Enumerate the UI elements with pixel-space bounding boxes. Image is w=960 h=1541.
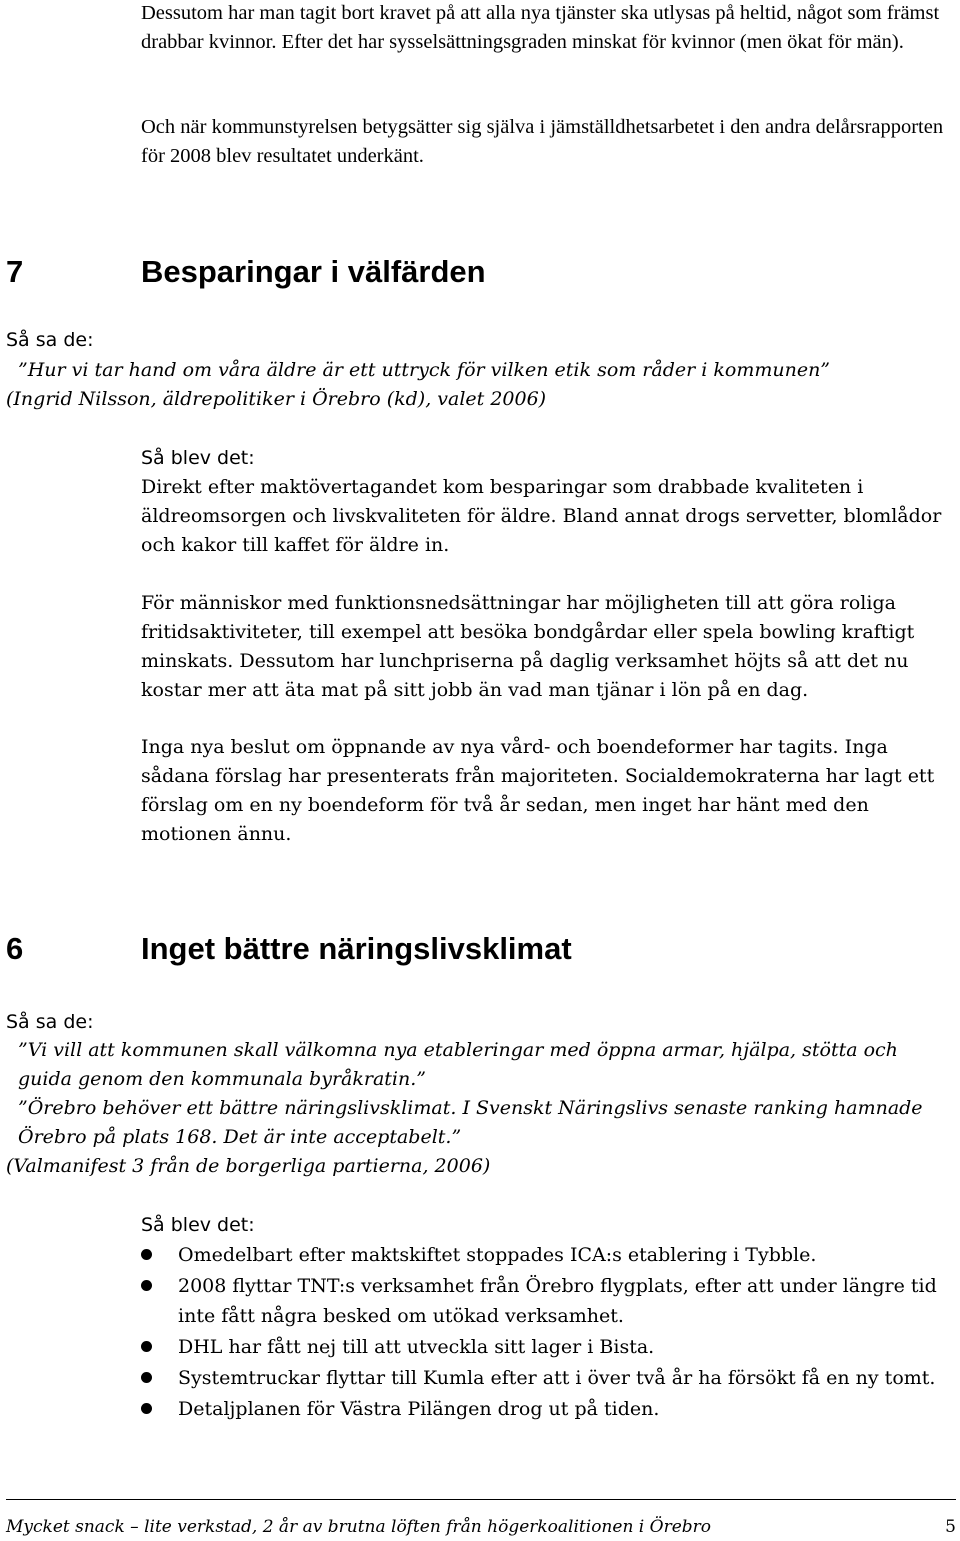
list-item	[141, 1363, 956, 1393]
section-6-quote-source: (Valmanifest 3 från de borgerliga partierna, 2006)	[6, 1155, 491, 1177]
section-6-heading	[6, 930, 956, 968]
bullet-icon	[141, 1341, 152, 1352]
section-6-number: 6	[6, 931, 24, 966]
section-7-quote-source: (Ingrid Nilsson, äldrepolitiker i Örebro (kd), valet 2006)	[6, 388, 547, 410]
section-6-result-label: Så blev det:	[141, 1214, 255, 1236]
footer-text: Mycket snack – lite verkstad, 2 år av brutna löften från högerkoalitionen i Örebro	[6, 1517, 712, 1537]
list-item	[141, 1240, 956, 1270]
list-item	[141, 1394, 956, 1424]
section-7-result-label: Så blev det:	[141, 447, 255, 469]
footer-divider	[6, 1499, 956, 1500]
section-7-title: Besparingar i välfärden	[141, 254, 486, 289]
bullet-icon	[141, 1372, 152, 1383]
section-7-number: 7	[6, 254, 24, 289]
section-7-paragraph-3: Inga nya beslut om öppnande av nya vård- och boendeformer har tagits. Inga sådana förslag har presenterats från majoriteten. Socialdemokraterna har lagt ett förslag om en ny boendeform för två år sedan, men inget har hänt med den motionen ännu.	[141, 736, 935, 845]
section-7-paragraph-1: Direkt efter maktövertagandet kom besparingar som drabbade kvaliteten i äldreomsorgen och livskvaliteten för äldre. Bland annat drogs servetter, blomlådor och kakor till kaffet för äldre in.	[141, 476, 942, 556]
section-7-quote-block	[6, 356, 956, 414]
section-6-title: Inget bättre näringslivsklimat	[141, 931, 572, 966]
list-item-text: Detaljplanen för Västra Pilängen drog ut på tiden.	[178, 1398, 660, 1420]
list-item	[141, 1271, 956, 1331]
section-7-paragraph-2: För människor med funktionsnedsättningar har möjligheten till att göra roliga fritidsaktiviteter, till exempel att besöka bondgårdar eller spela bowling kraftigt minskats. Dessutom har lunchpriserna på daglig verksamhet höjts så att det nu kostar mer att äta mat på sitt jobb än vad man tjänar i lön på en dag.	[141, 592, 915, 701]
section-7-heading	[6, 253, 956, 291]
section-6-quote-1: ”Vi vill att kommunen skall välkomna nya etableringar med öppna armar, hjälpa, stötta och guida genom den kommunala byråkratin.”	[18, 1039, 898, 1090]
section-6-bullet-list	[141, 1240, 956, 1425]
list-item-text: Systemtruckar flyttar till Kumla efter att i över två år ha försökt få en ny tomt.	[178, 1367, 936, 1389]
section-7-said-label: Så sa de:	[6, 329, 94, 351]
bullet-icon	[141, 1249, 152, 1260]
list-item-text: Omedelbart efter maktskiftet stoppades ICA:s etablering i Tybble.	[178, 1244, 817, 1266]
bullet-icon	[141, 1403, 152, 1414]
section-6-said-label: Så sa de:	[6, 1011, 94, 1033]
intro-paragraph-1: Dessutom har man tagit bort kravet på att alla nya tjänster ska utlysas på heltid, något som främst drabbar kvinnor. Efter det har sysselsättningsgraden minskat för kvinnor (men ökat för män).	[141, 2, 940, 53]
list-item-text: DHL har fått nej till att utveckla sitt lager i Bista.	[178, 1336, 655, 1358]
page-number: 5	[945, 1517, 956, 1537]
section-6-quote-block	[6, 1036, 956, 1181]
list-item	[141, 1332, 956, 1362]
section-7-quote: ”Hur vi tar hand om våra äldre är ett uttryck för vilken etik som råder i kommunen”	[18, 359, 831, 381]
list-item-text: 2008 flyttar TNT:s verksamhet från Örebro flygplats, efter att under längre tid inte fått några besked om utökad verksamhet.	[178, 1275, 937, 1327]
section-6-quote-2: ”Örebro behöver ett bättre näringslivsklimat. I Svenskt Näringslivs senaste ranking hamnade Örebro på plats 168. Det är inte acceptabelt.”	[18, 1097, 923, 1148]
bullet-icon	[141, 1280, 152, 1291]
intro-paragraph-2: Och när kommunstyrelsen betygsätter sig själva i jämställdhetsarbetet i den andra delårsrapporten för 2008 blev resultatet underkänt.	[141, 116, 944, 167]
